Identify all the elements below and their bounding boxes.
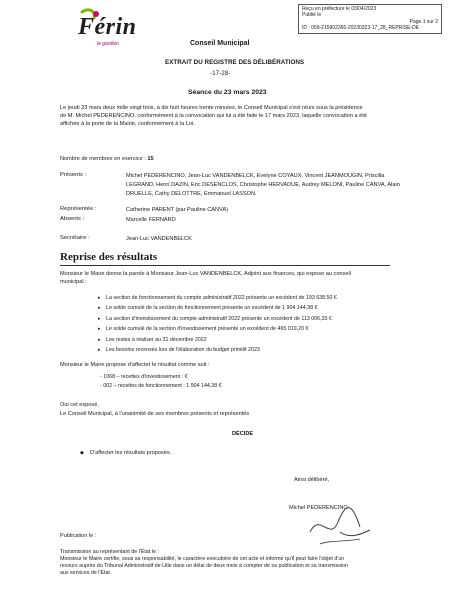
footer-line: Transmission au représentant de l'État le : <box>60 549 159 555</box>
results-list <box>98 293 398 355</box>
present-list <box>126 172 416 199</box>
footer-notice <box>60 549 400 577</box>
secretary-label: Secrétaire : <box>60 235 90 241</box>
proposal-text: Monsieur le Maire propose d'affecter le résultat comme suit : <box>60 362 210 368</box>
intro-line: affichée à la porte de la Mairie, conformément à la Loi. <box>60 121 195 127</box>
present-line: LEGRAND, Henri DAZIN, Eric DESENCLOS, Christophe HERVADUE, Audrey MELONI, Pauline CANVA, Alain <box>126 182 400 188</box>
allocation-list <box>100 373 400 391</box>
mayor-name: Michel PEDERENCINO <box>289 505 348 511</box>
stamp-line-published: Publié le <box>302 12 322 19</box>
list-item: ▸ Les besoins recensés lors de l'élaboration du budget primitif 2023 <box>98 345 398 355</box>
intro-line: Le jeudi 23 mars deux mille vingt trois, à dix huit heures trente minutes, le Conseil Municipal s'est réuni sous la présidence <box>60 105 363 111</box>
logo-name: Férin <box>78 14 137 40</box>
footer-line: Monsieur le Maire certifie, sous sa responsabilité, le caractère exécutoire de cet acte et informe qu'il peut faire l'objet d'un <box>60 556 345 562</box>
prefecture-stamp <box>298 4 442 34</box>
absent-label: Absents : <box>60 216 85 222</box>
stamp-line-id: ID : 059-215902366-20230323-17_28_REPRISE-DE <box>302 24 420 31</box>
footer-line: recours auprès du Tribunal Administratif de Lille dans un délai de deux mois à compter de sa publication et sa transmission <box>60 563 348 569</box>
list-item: ▸ La section d'investissement du compte administratif 2022 présente un excédent de 113 006,33 € <box>98 314 398 324</box>
logo-tagline: le gardien <box>97 41 119 47</box>
intro-paragraph <box>60 104 390 128</box>
list-item: ▸ Le solde cumulé de la section de fonctionnement présente un excédent de 1 904 144,38 € <box>98 303 398 313</box>
footer-line: aux services de l'État. <box>60 570 112 576</box>
list-item: - 002 – recettes de fonctionnement : 1 904 144,38 € <box>100 383 222 389</box>
present-line: DRUELLE, Cathy DELOTTRE, Emmanuel LASSON. <box>126 191 257 197</box>
council-decision-intro: Le Conseil Municipal, à l'unanimité de ses membres présents et représentés <box>60 411 250 417</box>
represented-value: Catherine PARENT (par Pauline CANVA) <box>126 207 228 213</box>
deliberation-number: -17-28- <box>210 70 231 77</box>
publication-label: Publication le : <box>60 533 97 539</box>
section-title: Reprise des résultats <box>60 251 158 263</box>
signature-icon <box>300 492 380 552</box>
heard-text: Oui cet exposé, <box>60 402 99 408</box>
intro-line: de M. Michel PEDERENCINO, conformément à la convocation qui lui a été faite le 17 mars 2023, laquelle convocation a été <box>60 113 367 119</box>
decides-heading: DÉCIDE <box>232 431 254 437</box>
list-item: - 1068 – recettes d'investissement : € <box>100 374 188 380</box>
members-label: Nombre de membres en exercice : <box>60 156 146 162</box>
extract-title: EXTRAIT DU REGISTRE DES DÉLIBÉRATIONS <box>165 59 305 66</box>
decision-item: ◆ D'affecter les résultats proposés. <box>90 450 171 456</box>
section-intro-line: municipal : <box>60 279 87 285</box>
session-date: Séance du 23 mars 2023 <box>188 89 267 96</box>
members-count <box>60 156 154 163</box>
list-item: ▸ Le solde cumulé de la section d'investissement présente un excédent de 465 019,20 € <box>98 324 398 334</box>
section-intro <box>60 270 390 286</box>
present-line: Michel PEDERENCINO, Jean-Luc VANDENBELCK, Evelyne COYAUX, Vincent JEANMOUGIN, Priscilla <box>126 173 385 179</box>
list-item: ▸ Les restes à réaliser au 31 décembre 2022 <box>98 335 398 345</box>
council-heading: Conseil Municipal <box>190 40 250 47</box>
stamp-line-received: Reçu en préfecture le 03/04/2023 <box>302 6 377 12</box>
members-value: 15 <box>147 156 154 162</box>
section-intro-line: Monsieur le Maire donne la parole à Monsieur Jean-Luc VANDENBELCK, Adjoint aux finances, qui expose au conseil <box>60 271 351 277</box>
absent-value: Marcelle FERNARD <box>126 217 176 223</box>
secretary-value: Jean-Luc VANDENBELCK <box>126 236 192 242</box>
signed-text: Ainsi délibéré, <box>294 477 330 483</box>
section-divider <box>60 265 390 266</box>
present-label: Présents : <box>60 172 87 178</box>
represented-label: Représentée : <box>60 206 97 212</box>
stamp-line-page: Page 1 sur 2 <box>409 18 438 25</box>
list-item: ▸ La section de fonctionnement du compte administratif 2022 présente un excédent de 193 638,50 € <box>98 293 398 303</box>
